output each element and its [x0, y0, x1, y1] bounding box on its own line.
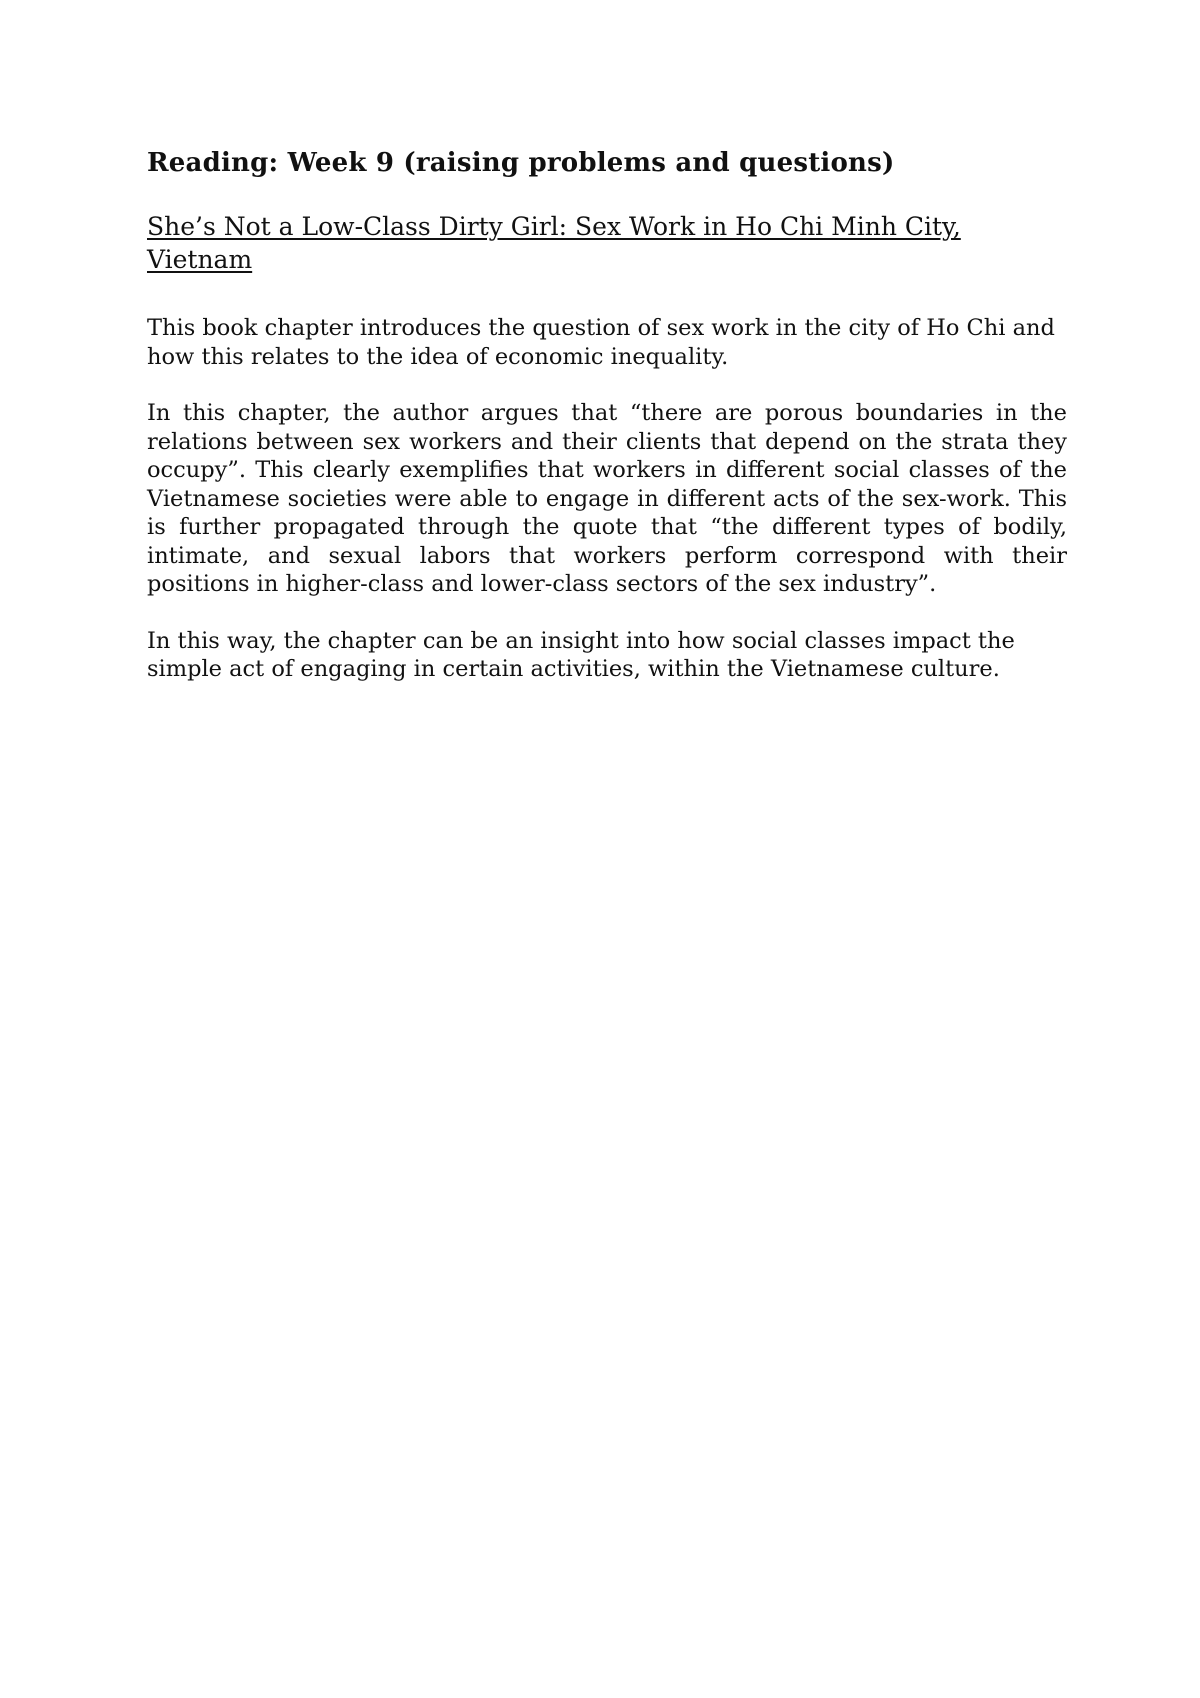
- document-body: [147, 146, 1067, 712]
- paragraph-argument: In this chapter, the author argues that “there are porous boundaries in the relations between sex workers and their clients that depend on the strata they occupy”. This clearly exemplifies that workers in different social classes of the Vietnamese societies were able to engage in different acts of the sex-work. This is further propagated through the quote that “the different types of bodily, intimate, and sexual labors that workers perform correspond with their positions in higher-class and lower-class sectors of the sex industry”.: [147, 400, 1067, 597]
- document-heading: Reading: Week 9 (raising problems and questions): [147, 148, 895, 178]
- reading-title: She’s Not a Low-Class Dirty Girl: Sex Work in Ho Chi Minh City, Vietnam: [147, 212, 961, 274]
- paragraph-intro: This book chapter introduces the question of sex work in the city of Ho Chi and how this relates to the idea of economic inequality.: [147, 315, 1055, 370]
- paragraph-conclusion: In this way, the chapter can be an insight into how social classes impact the simple act of engaging in certain activities, within the Vietnamese culture.: [147, 627, 1015, 682]
